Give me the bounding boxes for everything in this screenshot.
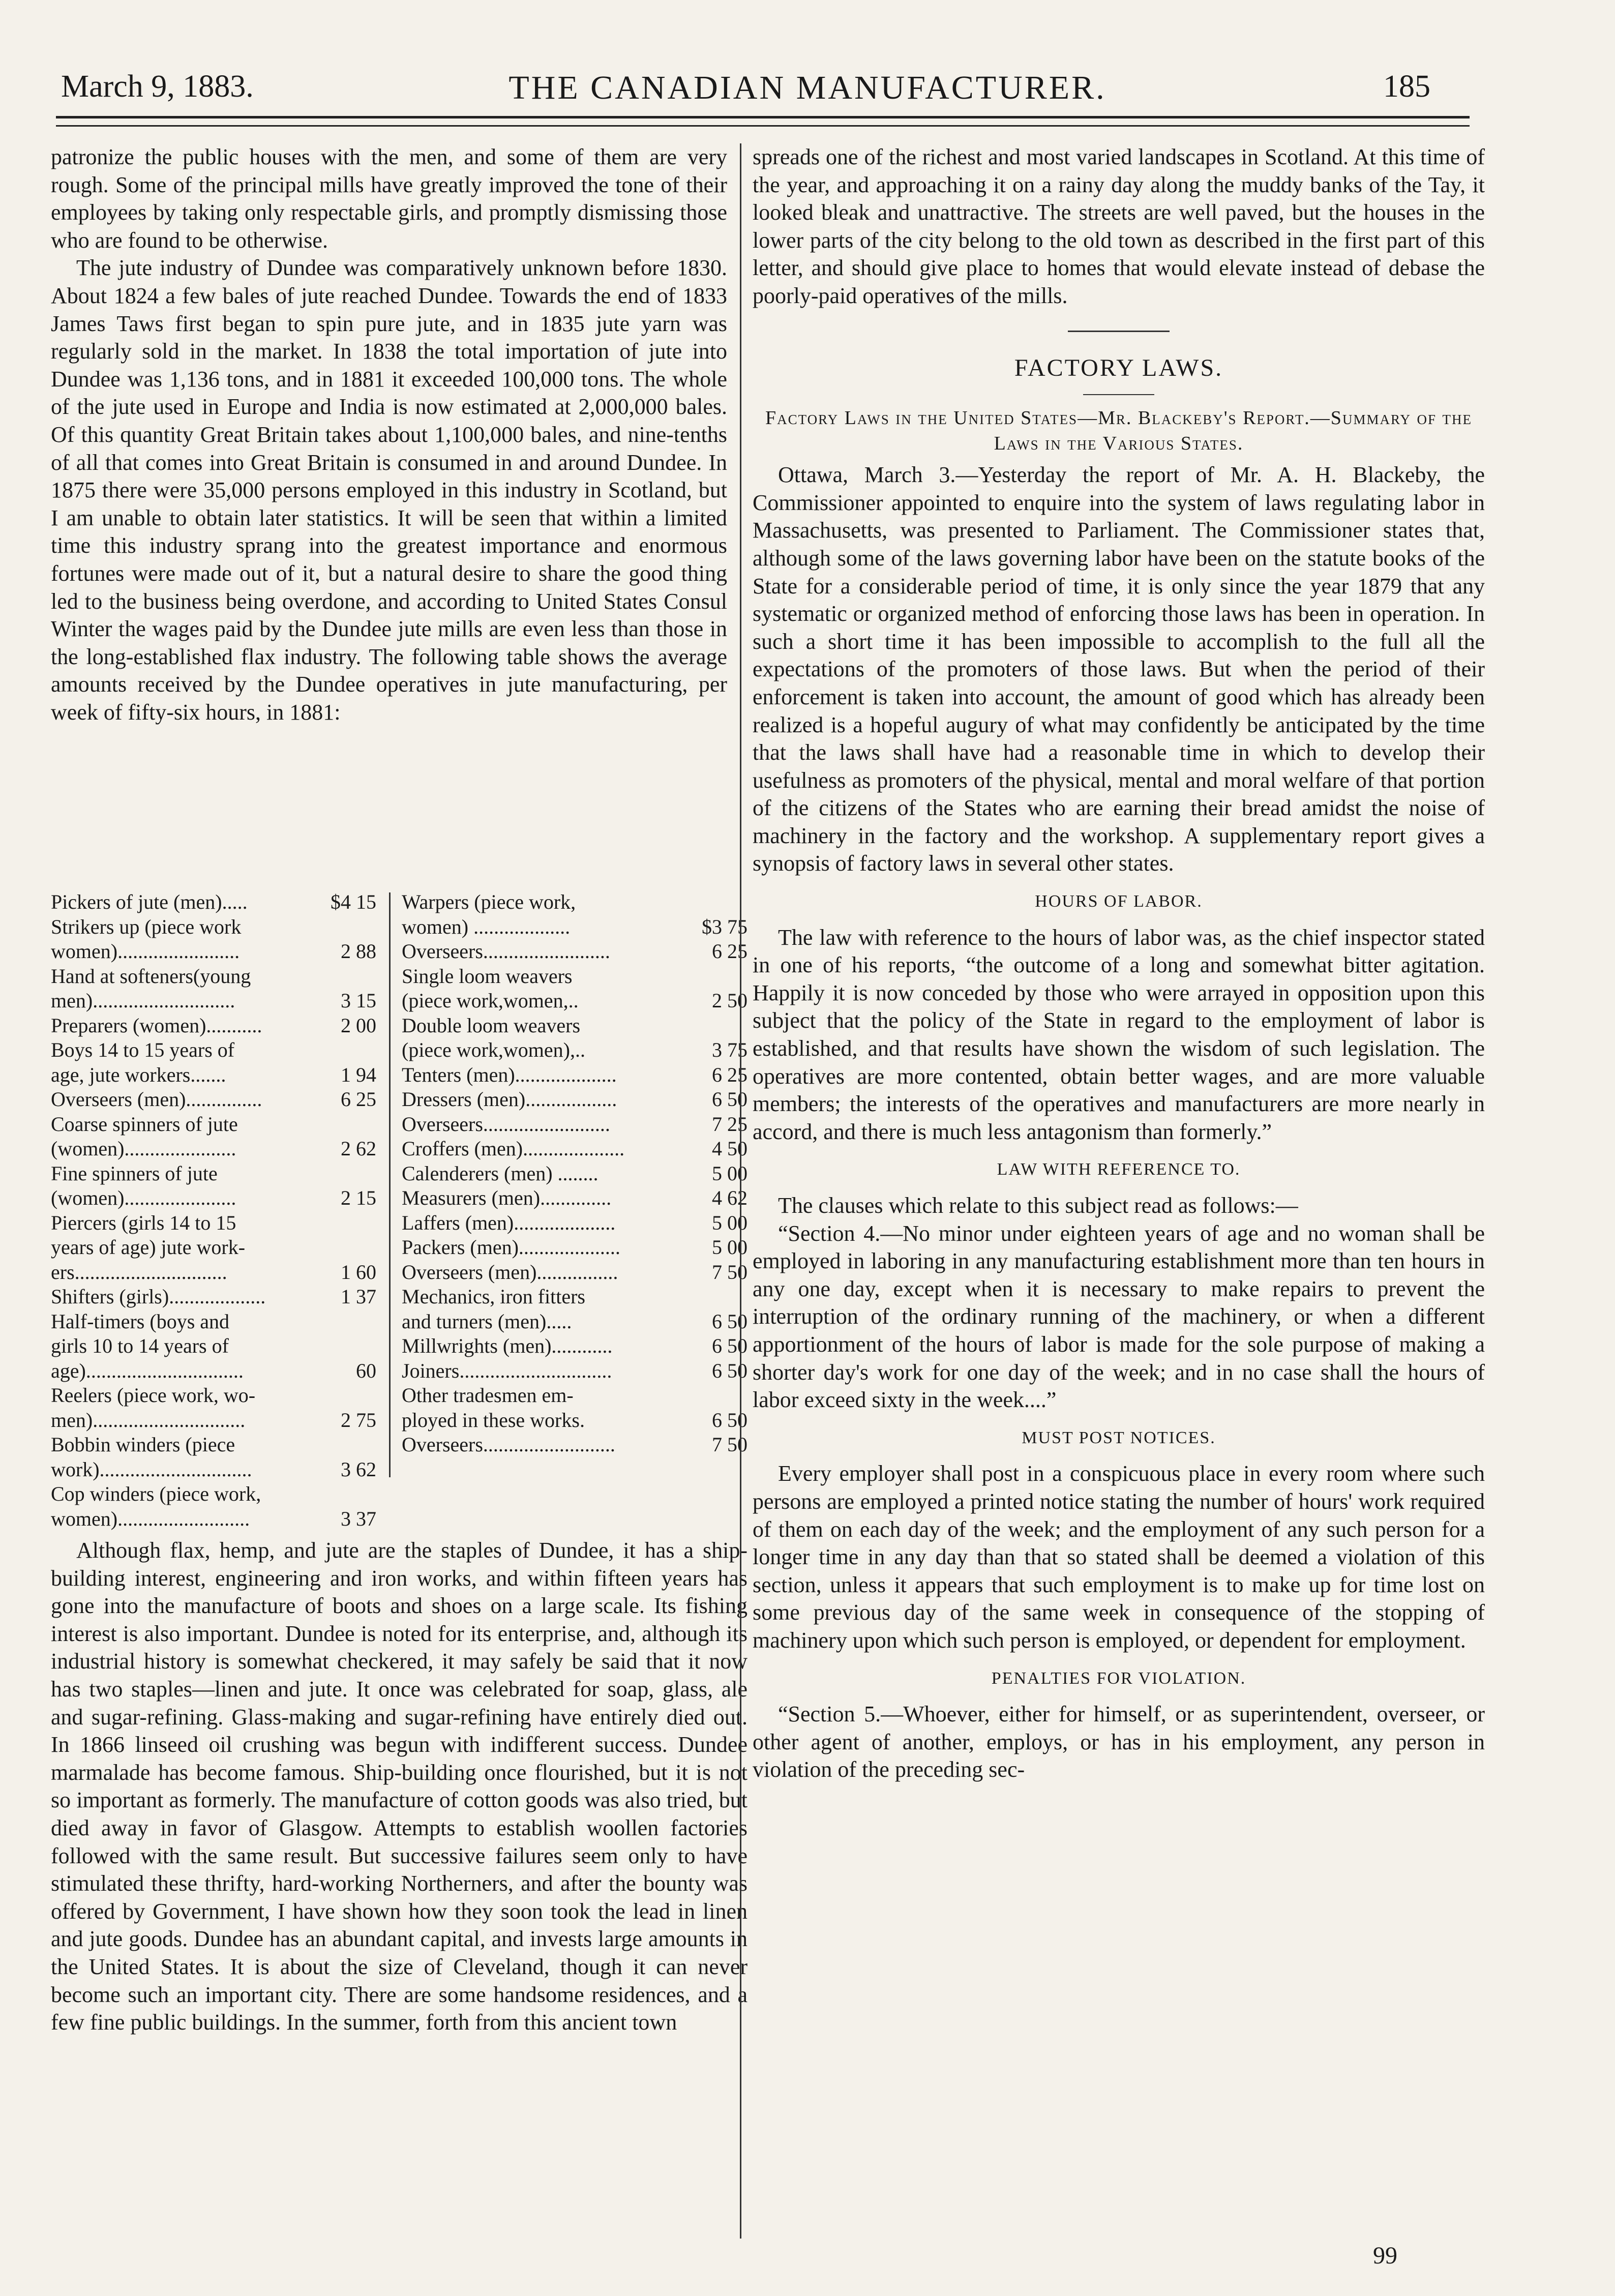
wage-row <box>51 1433 376 1482</box>
paragraph: Every employer shall post in a conspicuous place in every room where such persons are employed a printed notice stating the number of hours' work required of them on each day of the week; and the employment of any such person for a longer time in any day than that so stated shall be deemed a violation of this section, unless it appears that such employment is to make up for time lost on some previous day of the same week in consequence of the stopping of machinery upon which such person is employed, or dependent for employment. <box>753 1461 1485 1653</box>
left-column-top <box>51 143 727 726</box>
wage-amount: 1 94 <box>341 1063 376 1086</box>
column-divider <box>740 143 741 2239</box>
wage-label: Overseers (men)............... <box>51 1088 262 1111</box>
wage-row <box>402 1137 747 1161</box>
wage-amount: 6 25 <box>712 940 747 963</box>
wage-row <box>402 1013 747 1063</box>
wage-amount: 5 00 <box>712 1236 747 1259</box>
wage-label: Reelers (piece work, wo- men).............................. <box>51 1384 256 1432</box>
wage-amount: 1 60 <box>341 1260 376 1284</box>
wage-amount: 6 50 <box>712 1359 747 1382</box>
wage-amount: 2 15 <box>341 1186 376 1209</box>
wage-row <box>51 1038 376 1087</box>
masthead-title: THE CANADIAN MANUFACTURER. <box>509 69 1106 106</box>
article-subtitle: Factory Laws in the United States—Mr. Blackeby's Report.—Summary of the Laws in the Various States. <box>765 407 1472 455</box>
wage-amount: 6 25 <box>712 1063 747 1086</box>
paragraph: “Section 5.—Whoever, either for himself, or as superintendent, overseer, or other agent of another, employs, or has in his employment, any person in violation of the preceding sec- <box>753 1702 1485 1782</box>
wage-row <box>51 890 376 915</box>
wage-row <box>402 1433 747 1457</box>
wage-label: Mechanics, iron fitters and turners (men)..... <box>402 1285 585 1333</box>
wage-label: Calenderers (men) ........ <box>402 1161 599 1185</box>
wage-table-right <box>402 890 747 1457</box>
wage-amount: 3 75 <box>712 1038 747 1061</box>
left-column-bottom <box>51 1537 747 2037</box>
wage-amount: 1 37 <box>341 1285 376 1308</box>
wage-label: Coarse spinners of jute (women)...................... <box>51 1112 238 1160</box>
wage-amount: 2 75 <box>341 1408 376 1432</box>
paragraph: Although flax, hemp, and jute are the staples of Dundee, it has a ship-building interest, engineering and iron works, and within fifteen years has gone into the manufacture of boots and shoes on a large scale. Its fishing interest is also important. Dundee is noted for its enterprise, and, although its industrial history is somewhat checkered, it may safely be said that it now has two staples—linen and jute. It once was celebrated for soap, glass, ale and sugar-refining. Glass-making and sugar-refining have entirely died out. In 1866 linseed oil crushing was begun with indifferent success. Dundee marmalade has become famous. Ship-building once flourished, but it is not so important as formerly. The manufacture of cotton goods was also tried, but died away in favor of Glasgow. Attempts to establish woollen factories followed with the same result. But successive failures seem only to have stimulated these thrifty, hard-working Northerners, and after the bounty was offered by Government, I have shown how they soon took the lead in linen and jute goods. Dundee has an abundant capital, and invests large amounts in the United States. It is about the size of Cleveland, though it can never become such an important city. There are some handsome residences, and a few fine public buildings. In the summer, forth from this ancient town <box>51 1538 747 2035</box>
wage-row <box>51 1161 376 1211</box>
wage-amount: 3 15 <box>341 989 376 1012</box>
wage-row <box>51 1285 376 1309</box>
wage-amount: 6 50 <box>712 1334 747 1357</box>
wage-amount: 5 00 <box>712 1161 747 1185</box>
wage-amount: 4 50 <box>712 1137 747 1160</box>
paragraph: spreads one of the richest and most varied landscapes in Scotland. At this time of the year, and approaching it on a rainy day along the muddy banks of the Tay, it looked bleak and unattractive. The streets are well paved, but the houses in the lower parts of the city belong to the old town as described in the first part of this letter, and should give place to homes that would elevate instead of debase the poorly-paid operatives of the mills. <box>753 144 1485 308</box>
wage-label: Fine spinners of jute (women)...................... <box>51 1161 236 1209</box>
wage-amount: 6 50 <box>712 1408 747 1432</box>
wage-label: Packers (men).................... <box>402 1236 620 1259</box>
wage-amount: 6 25 <box>341 1088 376 1111</box>
wage-row <box>402 1186 747 1211</box>
subheading: LAW WITH REFERENCE TO. <box>997 1160 1241 1179</box>
paragraph: Ottawa, March 3.—Yesterday the report of Mr. A. H. Blackeby, the Commissioner appointed to enquire into the system of laws regulating labor in Massachusetts, was presented to Parliament. The Commissioner states that, although some of the laws governing labor have been on the statute books of the State for a considerable period of time, it is only since the year 1879 that any systematic or organized method of enforcing those laws has been in operation. In such a short time it has been impossible to accomplish to the full all the expectations of the promoters of those laws. But when the period of their enforcement is taken into account, the amount of good which has already been realized is a hopeful augury of what may confidently be anticipated by the time that the laws shall have had a reasonable time in which to develop their usefulness as promoters of the physical, mental and moral welfare of that portion of the citizens of the States who are earning their bread amidst the noise of machinery in the factory and the workshop. A supplementary report gives a synopsis of factory laws in several other states. <box>753 462 1485 876</box>
wage-label: Piercers (girls 14 to 15 years of age) jute work- ers.............................. <box>51 1211 246 1284</box>
wage-label: Joiners.............................. <box>402 1359 612 1382</box>
wage-row <box>402 939 747 964</box>
wage-label: Dressers (men).................. <box>402 1088 617 1111</box>
wage-label: Double loom weavers (piece work,women),.. <box>402 1013 585 1061</box>
header-rule-thin <box>56 125 1470 127</box>
wage-row <box>51 1482 376 1531</box>
paragraph: The law with reference to the hours of labor was, as the chief inspector stated in one of his reports, “the outcome of a long and somewhat bitter agitation. Happily it is now conceded by those who were arrayed in opposition upon this subject that the policy of the State in regard to the employment of labor is established, and that results have shown the wisdom of such legislation. The operatives are more contented, obtain better wages, and are more valuable members; the interests of the operatives and manufacturers are more nearly in accord, and there is much less antagonism than formerly.” <box>753 925 1485 1144</box>
wage-label: Boys 14 to 15 years of age, jute workers....... <box>51 1038 235 1086</box>
wage-amount: 2 88 <box>341 940 376 963</box>
header-rule <box>56 116 1470 118</box>
page-number: 185 <box>1383 69 1430 104</box>
subheading: PENALTIES FOR VIOLATION. <box>991 1668 1246 1688</box>
right-column <box>753 143 1485 1784</box>
wage-row <box>402 1359 747 1384</box>
wage-amount: 6 50 <box>712 1088 747 1111</box>
wage-label: Millwrights (men)............ <box>402 1334 613 1357</box>
wage-amount: 2 62 <box>341 1137 376 1160</box>
wage-label: Measurers (men).............. <box>402 1186 612 1209</box>
wage-amount: 7 25 <box>712 1112 747 1136</box>
paragraph: “Section 4.—No minor under eighteen years of age and no woman shall be employed in laboring in any manufacturing establishment more than ten hours in any one day, except when it is necessary to make repairs to prevent the interruption of the ordinary running of the machinery, or when a different apportionment of the hours of labor is made for the sole purpose of making a shorter day's work for one day of the week; and in no case shall the hours of labor exceed sixty in the week....” <box>753 1220 1485 1413</box>
wage-label: Single loom weavers (piece work,women,.. <box>402 964 579 1012</box>
wage-label: Tenters (men).................... <box>402 1063 617 1086</box>
wage-label: Strikers up (piece work women)........................ <box>51 915 242 963</box>
wage-row <box>402 1112 747 1137</box>
wage-row <box>51 1087 376 1112</box>
wage-amount: 2 50 <box>712 989 747 1012</box>
wage-label: Half-timers (boys and girls 10 to 14 years of age)............................... <box>51 1309 244 1382</box>
wage-row <box>402 964 747 1013</box>
subheading: MUST POST NOTICES. <box>1022 1428 1216 1447</box>
wage-row <box>51 1013 376 1038</box>
wage-row <box>402 1285 747 1334</box>
wage-table-divider <box>389 892 391 1477</box>
wage-label: Other tradesmen em- ployed in these works. <box>402 1384 585 1432</box>
wage-amount: 5 00 <box>712 1211 747 1234</box>
wage-row <box>51 915 376 964</box>
wage-label: Overseers.......................... <box>402 1433 615 1456</box>
wage-table-left <box>51 890 376 1531</box>
wage-row <box>402 1161 747 1186</box>
wage-amount: 7 50 <box>712 1260 747 1284</box>
wage-label: Croffers (men).................... <box>402 1137 625 1160</box>
issue-date: March 9, 1883. <box>61 69 254 104</box>
wage-label: Overseers......................... <box>402 940 610 963</box>
wage-amount: 3 62 <box>341 1457 376 1481</box>
wage-label: Overseers......................... <box>402 1112 610 1136</box>
section-title: FACTORY LAWS. <box>1014 354 1223 381</box>
wage-label: Shifters (girls)................... <box>51 1285 266 1308</box>
wage-row <box>402 1383 747 1433</box>
wage-row <box>402 1334 747 1359</box>
wage-label: Cop winders (piece work, women).......................... <box>51 1482 261 1530</box>
wage-label: Overseers (men)................ <box>402 1260 618 1284</box>
wage-amount: 3 37 <box>341 1507 376 1530</box>
wage-amount: 60 <box>356 1359 376 1382</box>
section-rule <box>1068 331 1170 332</box>
wage-label: Laffers (men).................... <box>402 1211 616 1234</box>
wage-label: Bobbin winders (piece work).............................. <box>51 1433 252 1481</box>
folio-number: 99 <box>1373 2242 1397 2269</box>
section-rule-small <box>1083 394 1154 395</box>
wage-row <box>402 1260 747 1285</box>
wage-row <box>51 964 376 1013</box>
wage-row <box>402 1063 747 1088</box>
wage-label: Pickers of jute (men)..... <box>51 890 248 913</box>
paragraph: The jute industry of Dundee was comparatively unknown before 1830. About 1824 a few bales of jute reached Dundee. Towards the end of 1833 James Taws first began to spin pure jute, and in 1835 jute yarn was regularly sold in the market. In 1838 the total importation of jute into Dundee was 1,136 tons, and in 1881 it exceeded 100,000 tons. The whole of the jute used in Europe and India is now estimated at 2,000,000 bales. Of this quantity Great Britain takes about 1,100,000 bales, and nine-tenths of all that comes into Great Britain is consumed in and around Dundee. In 1875 there were 35,000 persons employed in this industry in Scotland, but I am unable to obtain later statistics. It will be seen that within a limited time this industry sprang into the greatest importance and enormous fortunes were made out of it, but a natural desire to share the good thing led to the business being overdone, and according to United States Consul Winter the wages paid by the Dundee jute mills are even less than those in the long-established flax industry. The following table shows the average amounts received by the Dundee operatives in jute manufacturing, per week of fifty-six hours, in 1881: <box>51 255 727 725</box>
wage-row <box>402 890 747 939</box>
wage-row <box>51 1112 376 1161</box>
paragraph: patronize the public houses with the men, and some of them are very rough. Some of the principal mills have greatly improved the tone of their employees by taking only respectable girls, and promptly dismissing those who are found to be otherwise. <box>51 144 727 253</box>
wage-amount: $4 15 <box>331 890 376 913</box>
wage-label: Warpers (piece work, women) ................... <box>402 890 576 938</box>
wage-row <box>51 1211 376 1285</box>
wage-row <box>51 1309 376 1384</box>
wage-row <box>402 1211 747 1236</box>
wage-amount: 7 50 <box>712 1433 747 1456</box>
wage-amount: 6 50 <box>712 1309 747 1333</box>
subheading: HOURS OF LABOR. <box>1035 892 1203 911</box>
wage-amount: 2 00 <box>341 1013 376 1037</box>
wage-row <box>51 1383 376 1433</box>
paragraph: The clauses which relate to this subject read as follows:— <box>778 1193 1298 1218</box>
wage-amount: $3 75 <box>702 915 747 938</box>
wage-label: Preparers (women)........... <box>51 1013 262 1037</box>
wage-row <box>402 1235 747 1260</box>
wage-amount: 4 62 <box>712 1186 747 1209</box>
wage-row <box>402 1087 747 1112</box>
wage-label: Hand at softeners(young men)............................ <box>51 964 251 1012</box>
